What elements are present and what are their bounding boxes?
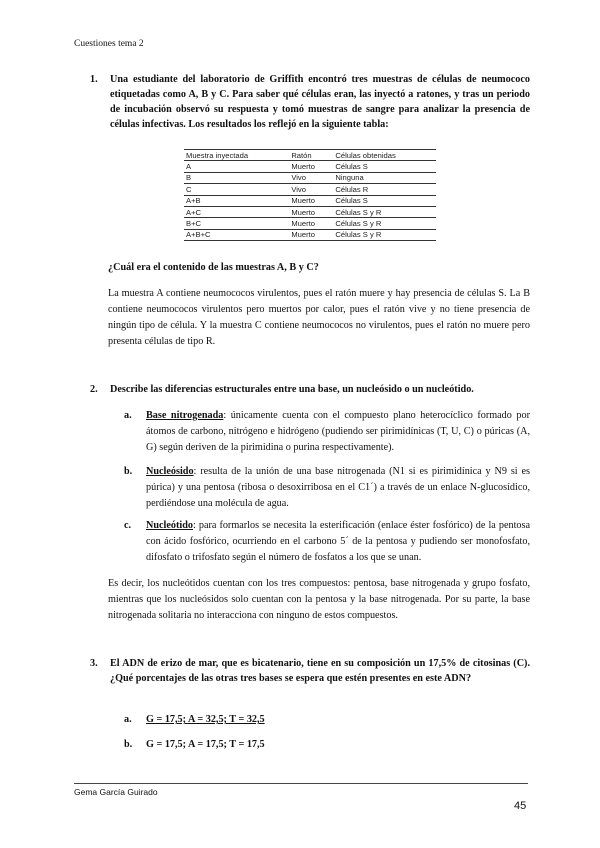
column-header: Células obtenidas bbox=[333, 150, 436, 161]
table-row bbox=[184, 218, 436, 229]
list-item bbox=[124, 408, 530, 456]
table-cell: Muerto bbox=[289, 218, 333, 229]
question-number: 1. bbox=[90, 74, 98, 85]
table-row bbox=[184, 161, 436, 172]
table-cell: A+B bbox=[184, 195, 289, 206]
item-label: a. bbox=[124, 410, 132, 421]
table-cell: A bbox=[184, 161, 289, 172]
table-cell: Muerto bbox=[289, 161, 333, 172]
item-label: b. bbox=[124, 466, 133, 477]
term: Nucleósido bbox=[146, 466, 194, 477]
term: Base nitrogenada bbox=[146, 410, 224, 421]
table-cell: Células S y R bbox=[333, 218, 436, 229]
question-text: Una estudiante del laboratorio de Griffith encontró tres muestras de células de neumococo etiquetadas como A, B y C. Para saber qué células eran, las inyectó a ratones, y tras un periodo de incubación observó su respuesta y tomó muestras de sangre para analizar la presencia de células infectivas. Los resultados los reflejó en la siguiente tabla: bbox=[110, 74, 530, 130]
table-row bbox=[184, 229, 436, 240]
table-cell: Células R bbox=[333, 184, 436, 195]
question-number: 2. bbox=[90, 384, 98, 395]
question-2 bbox=[90, 382, 530, 397]
list-item bbox=[124, 464, 530, 512]
column-header: Muestra inyectada bbox=[184, 150, 289, 161]
question-text: El ADN de erizo de mar, que es bicatenario, tiene en su composición un 17,5% de citosinas (C). ¿Qué porcentajes de las otras tres bases se espera que estén presentes en este ADN? bbox=[110, 658, 530, 684]
list-item bbox=[124, 518, 530, 566]
footer-divider bbox=[74, 783, 528, 784]
table-cell: Ninguna bbox=[333, 172, 436, 183]
document-header: Cuestiones tema 2 bbox=[74, 39, 144, 49]
table-cell: A+C bbox=[184, 206, 289, 217]
answer-option-a bbox=[124, 714, 265, 725]
subquestion: ¿Cuál era el contenido de las muestras A, B y C? bbox=[108, 262, 319, 273]
table-cell: Muerto bbox=[289, 206, 333, 217]
question-3 bbox=[90, 656, 530, 686]
table-cell: Células S bbox=[333, 195, 436, 206]
footer-author: Gema García Guirado bbox=[74, 787, 158, 797]
definition: : resulta de la unión de una base nitrogenada (N1 si es pirimidínica y N9 si es púrica) y una pentosa (ribosa o desoxirribosa en el C1´) a través de un enlace N-glucosídico, perdiéndose una molécula de agua. bbox=[146, 466, 530, 509]
page-number: 45 bbox=[514, 800, 527, 812]
table-cell: B+C bbox=[184, 218, 289, 229]
answer-option-b bbox=[124, 739, 265, 750]
table-cell: Vivo bbox=[289, 184, 333, 195]
table-cell: Células S bbox=[333, 161, 436, 172]
column-header: Ratón bbox=[289, 150, 333, 161]
option-label: a. bbox=[124, 714, 132, 725]
table-cell: B bbox=[184, 172, 289, 183]
answer-paragraph: La muestra A contiene neumococos virulentos, pues el ratón muere y hay presencia de células S. La B contiene neumococos virulentos pero muertos por calor, pues el ratón vive y no tiene presencia de ningún tipo de célula. Y la muestra C contiene neumococos no virulentos, pues el ratón no muere pero presenta células de tipo R. bbox=[108, 288, 530, 347]
conclusion-paragraph: Es decir, los nucleótidos cuentan con los tres compuestos: pentosa, base nitrogenada y grupo fosfato, mientras que los nucleósidos solo cuentan con la pentosa y la base nitrogenada. Por su parte, la base nitrogenada solitaria no interacciona con ninguno de estos compuestos. bbox=[108, 578, 530, 621]
definition: : únicamente cuenta con el compuesto plano heterocíclico formado por átomos de carbono, nitrógeno e hidrógeno (pudiendo ser pirimidínicas (T, U, C) o púricas (A, G) según deriven de la pirimidina o purina respectivamente). bbox=[146, 410, 530, 453]
table-cell: C bbox=[184, 184, 289, 195]
table-cell: Células S y R bbox=[333, 206, 436, 217]
definition: : para formarlos se necesita la esterificación (enlace éster fosfórico) de la pentosa con ácido fosfórico, ocurriendo en el carbono 5´ de la pentosa y pudiendo ser monofosfato, difosfato o trifosfato según el número de fosfatos a los que se unan. bbox=[146, 520, 530, 563]
table-row bbox=[184, 195, 436, 206]
question-1 bbox=[90, 72, 530, 132]
table-row bbox=[184, 184, 436, 195]
option-text: G = 17,5; A = 17,5; T = 17,5 bbox=[146, 739, 265, 750]
results-table bbox=[184, 149, 436, 241]
table-cell: Vivo bbox=[289, 172, 333, 183]
table-cell: Muerto bbox=[289, 229, 333, 240]
table-row bbox=[184, 206, 436, 217]
item-label: c. bbox=[124, 520, 132, 531]
table-row bbox=[184, 172, 436, 183]
table-cell: A+B+C bbox=[184, 229, 289, 240]
question-text: Describe las diferencias estructurales entre una base, un nucleósido o un nucleótido. bbox=[110, 384, 474, 395]
term: Nucleótido bbox=[146, 520, 193, 531]
table-cell: Células S y R bbox=[333, 229, 436, 240]
option-label: b. bbox=[124, 739, 133, 750]
option-text: G = 17,5; A = 32,5; T = 32,5 bbox=[146, 714, 265, 725]
table-header-row bbox=[184, 150, 436, 161]
table-cell: Muerto bbox=[289, 195, 333, 206]
question-number: 3. bbox=[90, 658, 98, 669]
